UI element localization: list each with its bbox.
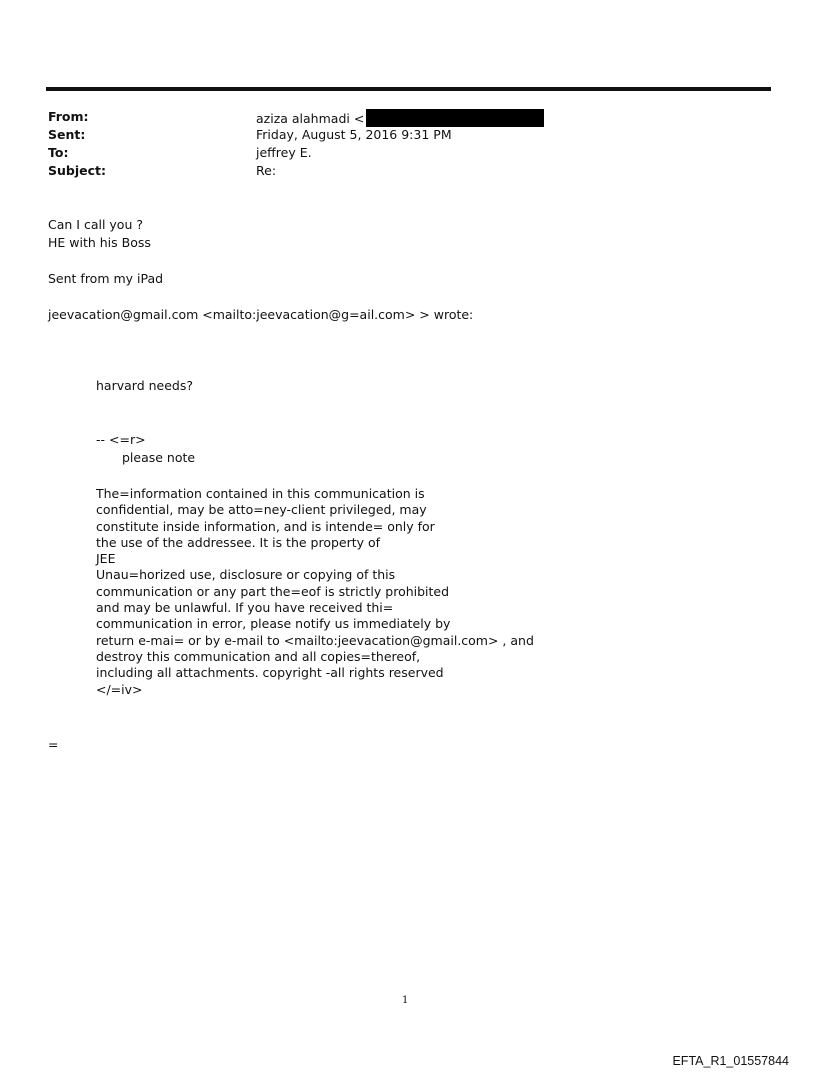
quoted-question: harvard needs? (96, 378, 193, 393)
disclaimer-line: constitute inside information, and is intende= only for (96, 518, 435, 534)
body-line-2: HE with his Boss (48, 235, 151, 250)
disclaimer-line: Unau=horized use, disclosure or copying of this (96, 567, 396, 583)
disclaimer-line: destroy this communication and all copies=thereof, (96, 648, 421, 664)
from-label: From: (48, 109, 89, 124)
disclaimer-line: communication or any part the=eof is strictly prohibited (96, 583, 450, 599)
disclaimer-line: including all attachments. copyright -all rights reserved (96, 665, 444, 681)
wrote-line: jeevacation@gmail.com <mailto:jeevacation@g=ail.com> > wrote: (48, 307, 474, 322)
sent-value: Friday, August 5, 2016 9:31 PM (256, 127, 452, 142)
signature-marker: -- <=r> (96, 432, 146, 447)
disclaimer-line: JEE (96, 551, 116, 567)
disclaimer-line: communication in error, please notify us immediately by (96, 616, 451, 632)
please-note: please note (122, 450, 196, 465)
disclaimer (96, 486, 534, 698)
body-line-1: Can I call you ? (48, 217, 143, 232)
disclaimer-line: confidential, may be atto=ney-client privileged, may (96, 502, 427, 518)
from-sender: aziza alahmadi < (256, 111, 365, 126)
page-number: 1 (402, 995, 409, 1006)
disclaimer-line: return e-mai= or by e-mail to <mailto:jeevacation@gmail.com> , and (96, 632, 534, 648)
disclaimer-line: The=information contained in this communication is (96, 486, 425, 501)
to-value: jeffrey E. (256, 145, 312, 160)
document-id: EFTA_R1_01557844 (672, 1054, 789, 1068)
subject-value: Re: (256, 163, 277, 178)
from-value (256, 109, 544, 127)
header-rule (46, 87, 771, 91)
trailing-equals: = (48, 737, 59, 752)
disclaimer-line: </=iv> (96, 681, 143, 697)
sent-label: Sent: (48, 127, 86, 142)
ipad-signature: Sent from my iPad (48, 271, 164, 286)
redaction-box (366, 109, 544, 127)
subject-label: Subject: (48, 163, 106, 178)
disclaimer-line: the use of the addressee. It is the property of (96, 534, 381, 550)
disclaimer-line: and may be unlawful. If you have received thi= (96, 600, 394, 616)
to-label: To: (48, 145, 69, 160)
